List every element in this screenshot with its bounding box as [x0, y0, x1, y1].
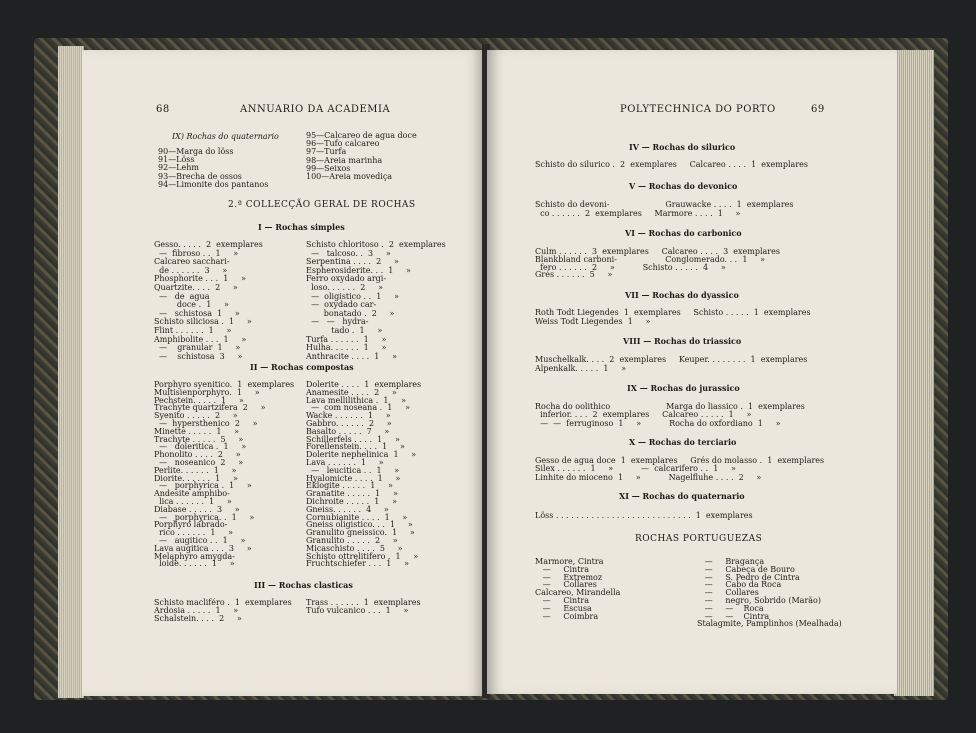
text-line: — Cabo da Roca — [697, 580, 782, 590]
text-line: Wacke . . . . . . 1 » — [306, 411, 391, 421]
text-line: Stalagmite, Pamplinhos (Mealhada) — [697, 619, 842, 629]
text-line: Flint . . . . . . 1 » — [154, 326, 232, 335]
text-line: Calcareo, Mirandella — [535, 588, 621, 598]
text-line: Phosphorite . . . 1 » — [154, 274, 246, 284]
text-line: Minette . . . . . 1 » — [154, 426, 240, 436]
text-line: — porphyrica. . 1 » — [154, 512, 255, 522]
text-line: Melaphyro amygda- — [154, 551, 235, 561]
text-line: — — ferruginoso 1 » Rocha do oxfordiano 1 » — [535, 418, 781, 428]
text-line: Weiss Todt Liegendes 1 » — [535, 316, 651, 326]
left-page — [82, 50, 484, 696]
text-line: Pechstein. . . . . 1 » — [154, 395, 244, 405]
text-line: Gneiss oligistico. . . 1 » — [306, 520, 413, 530]
text-line: Silex . . . . . . 1 » — calcarifero . . 1 » — [535, 464, 736, 474]
text-line: — Escusa — [535, 603, 592, 613]
text-line: bonatado . 2 » — [306, 308, 395, 318]
ix-quaternario-heading: IX) Rochas do quaternario — [172, 132, 279, 141]
text-line: Andesite amphibo- — [154, 489, 230, 499]
text-line: Cornubianite . . . . 1 » — [306, 512, 408, 522]
text-line: Basalto . . . . . 7 » — [306, 426, 390, 436]
page-number-left: 68 — [156, 104, 170, 115]
text-line: Diabase . . . . . 3 » — [154, 504, 240, 514]
text-line: Löss . . . . . . . . . . . . . . . . . . . . . . . . . . . 1 exemplares — [535, 511, 753, 520]
page-number-right: 69 — [811, 104, 825, 115]
collection-title: 2.ª COLLECÇÃO GERAL DE ROCHAS — [228, 200, 416, 210]
rochas-portuguezas-title: ROCHAS PORTUGUEZAS — [635, 534, 763, 544]
page-edges-left — [58, 46, 84, 698]
text-line: Perlite. . . . . . 1 » — [154, 465, 237, 475]
text-line: Calcareo sacchari- — [154, 257, 230, 267]
text-line: Syenito . . . . . 2 » — [154, 411, 238, 421]
section-rochas-simples: I — Rochas simples — [258, 222, 345, 232]
text-line: — — Roca — [697, 603, 764, 613]
text-line: 97—Turfa — [306, 147, 347, 157]
text-line: — Bragança — [697, 557, 765, 566]
text-line: Blankbland carboni- Conglomerado. . . 1 » — [535, 254, 766, 264]
text-line: — schistosa 3 » — [154, 351, 243, 361]
text-line: Quartzite. . . . 2 » — [154, 283, 238, 292]
text-line: — hypersthenico 2 » — [154, 419, 258, 428]
text-line: Ferro oxydado argi- — [306, 274, 387, 284]
text-line: Trass . . . . . . 1 exemplares — [306, 598, 421, 607]
section-rochas-clasticas: III — Rochas clasticas — [254, 580, 353, 590]
text-line: Anthracite . . . . 1 » — [306, 351, 398, 361]
text-line: Gesso de agua doce 1 exemplares Grés do molasso . 1 exemplares — [535, 456, 825, 465]
section-rochas-compostas: II — Rochas compostas — [250, 362, 354, 372]
text-line: Gesso. . . . . 2 exemplares — [154, 240, 263, 249]
text-line: loide. . . . . . 1 » — [154, 559, 235, 569]
text-line: Schisto chloritoso . 2 exemplares — [306, 240, 446, 249]
text-line: Hulha. . . . . . 1 » — [306, 343, 387, 353]
text-line: — — Cintra — [697, 611, 770, 621]
text-line: — Coimbra — [535, 611, 599, 621]
text-line: Lava . . . . . . 1 » — [306, 458, 384, 467]
text-line: 93—Brecha de ossos — [158, 171, 242, 181]
right-page — [487, 50, 897, 694]
text-line: Trachyte . . . . . 5 » — [154, 434, 244, 444]
text-line: — oligistico . . 1 » — [306, 291, 399, 301]
section-jurassico: IX — Rochas do jurassico — [627, 383, 740, 393]
text-line: Gneiss. . . . . . 4 » — [306, 504, 389, 514]
text-line: 91—Löss — [158, 155, 195, 165]
text-line: — Cintra — [535, 596, 589, 605]
text-line: — porphyrica . 1 » — [154, 481, 252, 491]
text-line: Dolerite nephelinica 1 » — [306, 450, 417, 460]
text-line: 92—Lehm — [158, 163, 199, 173]
text-line: Grés . . . . . . 5 » — [535, 270, 613, 280]
text-line: — Extremoz — [535, 572, 603, 582]
text-line: loso. . . . . . 2 » — [306, 283, 383, 292]
text-line: Rocha do oolithico Marga do liassico . 1 exemplares — [535, 402, 805, 411]
text-line: Muschelkalk. . . . 2 exemplares Keuper. . . . . . . . 1 exemplares — [535, 355, 808, 364]
text-line: Schisto ottrelitifero . 1 » — [306, 551, 419, 561]
text-line: Porphyro syenitico. 1 exemplares — [154, 380, 295, 389]
text-line: Roth Todt Liegendes 1 exemplares Schisto . . . . . 1 exemplares — [535, 308, 811, 317]
page-edges-right — [894, 50, 934, 696]
text-line: — Collares — [535, 580, 597, 590]
text-line: tado . 1 » — [306, 326, 383, 335]
text-line: Schalstein. . . . 2 » — [154, 614, 242, 624]
text-line: Ardosia . . . . . 1 » — [154, 606, 239, 616]
text-line: Diorite. . . . . . 1 » — [154, 473, 238, 483]
running-head-left: ANNUARIO DA ACADEMIA — [240, 104, 391, 115]
text-line: — de agua — [154, 291, 210, 301]
text-line: Culm . . . . . . 3 exemplares Calcareo . . . . 3 exemplares — [535, 247, 780, 256]
text-line: lica . . . . . . 1 » — [154, 497, 232, 506]
text-line: — noseanico 2 » — [154, 458, 244, 467]
text-line: Gabbro. . . . . . 2 » — [306, 419, 392, 428]
text-line: Phonolito . . . . 2 » — [154, 450, 241, 460]
text-line: Turfa . . . . . . 1 » — [306, 334, 387, 344]
text-line: doce . 1 » — [154, 300, 229, 310]
text-line: 96—Tufo calcareo — [306, 139, 380, 149]
text-line: 98—Areia marinha — [306, 155, 383, 165]
text-line: 94—Limonite dos pantanos — [158, 179, 269, 189]
text-line: inferior. . . . 2 exemplares Calcareo . . . . . 1 » — [535, 410, 752, 420]
text-line: Anamesite . . . . 2 » — [306, 387, 397, 397]
text-line: fero . . . . . . 2 » Schisto . . . . . 4 » — [535, 262, 726, 272]
text-line: — Collares — [697, 588, 759, 598]
text-line: Eklogite . . . . . 1 » — [306, 481, 393, 491]
text-line: Serpentina . . . . 2 » — [306, 257, 399, 267]
text-line: Forellenstein. . . . 1 » — [306, 442, 405, 452]
text-line: 90—Marga do löss — [158, 147, 234, 156]
section-carbonico: VI — Rochas do carbonico — [625, 228, 742, 238]
section-triassico: VIII — Rochas do triassico — [623, 336, 742, 346]
text-line: Tufo vulcanico . . . 1 » — [306, 606, 409, 616]
running-head-right: POLYTECHNICA DO PORTO — [620, 104, 776, 115]
text-line: rico . . . . . . 1 » — [154, 528, 234, 538]
text-line: Schisto do silurico . 2 exemplares Calcareo . . . . 1 exemplares — [535, 160, 808, 169]
text-line: Dolerite . . . . 1 exemplares — [306, 380, 422, 389]
text-line: Marmore, Cintra — [535, 557, 604, 566]
text-line: 100—Areia movediça — [306, 172, 393, 181]
text-line: Amphibolite . . . 1 » — [154, 334, 247, 344]
text-line: — negro, Sobrido (Marão) — [697, 596, 821, 605]
text-line: Linhite do mioceno 1 » Nagelfluhe . . . . 2 » — [535, 472, 762, 482]
text-line: — Cabeça de Bouro — [697, 564, 795, 574]
text-line: Granulito . . . . . 2 » — [306, 536, 398, 545]
text-line: Micaschisto . . . . 5 » — [306, 543, 403, 553]
text-line: — S. Pedro de Cintra — [697, 572, 800, 582]
text-line: — fibroso . . 1 » — [154, 248, 239, 258]
text-line: Schillerfels . . . . 1 » — [306, 434, 400, 444]
text-line: Lava mellilithica . 1 » — [306, 395, 407, 405]
text-line: co . . . . . . 2 exemplares Marmore . . . . 1 » — [535, 208, 741, 218]
text-line: Hyalomicte . . . . 1 » — [306, 473, 401, 483]
text-line: Schisto do devoni- Grauwacke . . . . 1 exemplares — [535, 200, 794, 209]
text-line: — oxydado car- — [306, 300, 377, 310]
section-dyassico: VII — Rochas do dyassico — [625, 290, 739, 300]
text-line: — talcoso. . 3 » — [306, 248, 391, 258]
text-line: Trachyte quartzifera 2 » — [154, 403, 266, 413]
text-line: Granatite . . . . . 1 » — [306, 489, 398, 499]
text-line: Espherosiderite. . . 1 » — [306, 265, 411, 275]
text-line: — augitico . . 1 » — [154, 536, 246, 545]
text-line: — doleritica . 1 » — [154, 442, 247, 452]
text-line: Granulito gneissico. 1 » — [306, 528, 415, 538]
text-line: Lava augitica . . . 3 » — [154, 543, 252, 553]
text-line: Schisto siliciosa . 1 » — [154, 317, 252, 327]
section-devonico: V — Rochas do devonico — [629, 181, 738, 191]
text-line: Schisto macliféro . 1 exemplares — [154, 598, 292, 607]
section-terciario: X — Rochas do terciario — [629, 437, 737, 447]
text-line: Dichroite . . . . . 1 » — [306, 497, 397, 506]
text-line: — leucitica . . 1 » — [306, 465, 400, 475]
text-line: — com noseana . 1 » — [306, 403, 410, 413]
text-line: — schistosa 1 » — [154, 308, 240, 318]
text-line: Fruchtschiefer . . . 1 » — [306, 559, 409, 569]
text-line: Alpenkalk. . . . . 1 » — [535, 363, 627, 373]
text-line: 95—Calcareo de agua doce — [306, 131, 417, 140]
text-line: — — hydra- — [306, 317, 369, 327]
text-line: de . . . . . . 3 » — [154, 265, 228, 275]
section-quaternario: XI — Rochas do quaternario — [619, 491, 745, 501]
section-silurico: IV — Rochas do silurico — [629, 142, 736, 152]
text-line: Porphyro labrado- — [154, 520, 228, 530]
text-line: Multisienporphyro. 1 » — [154, 387, 260, 397]
text-line: — granular 1 » — [154, 343, 241, 353]
text-line: 99—Seixos — [306, 163, 351, 173]
text-line: — Cintra — [535, 564, 589, 574]
